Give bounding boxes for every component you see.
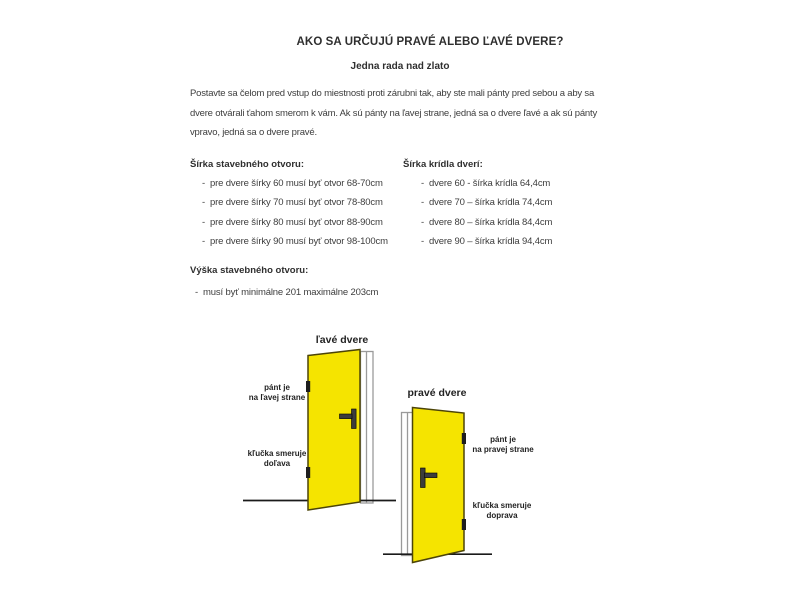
- dash-marker: -: [195, 287, 199, 298]
- list-item-text: pre dvere šírky 90 musí byť otvor 98-100cm: [210, 236, 388, 248]
- right-door-diagram: [383, 408, 492, 563]
- page-subtitle: Jedna rada nad zlato: [350, 61, 450, 72]
- dash-marker: -: [421, 178, 425, 189]
- left-door-diagram: [243, 350, 396, 511]
- dash-marker: -: [421, 197, 425, 209]
- intro-line: vpravo, jedná sa o dvere pravé.: [190, 127, 317, 138]
- intro-line: Postavte sa čelom pred vstup do miestnosti proti zárubni tak, aby ste mali pánty pred sebou a aby sa: [190, 88, 595, 99]
- label-line: kľučka smeruje: [247, 449, 307, 458]
- handle-lever: [425, 473, 438, 478]
- right-hinge-label: [453, 435, 553, 454]
- intro-line: dvere otvárali ťahom smerom k vám. Ak sú pánty na ľavej strane, jedná sa o dvere ľavé a ak sú pánty: [190, 107, 597, 119]
- list-item-text: dvere 90 – šírka krídla 94,4cm: [429, 236, 553, 248]
- right-door-frame: [402, 413, 414, 556]
- left-handle-label: [227, 449, 327, 468]
- label-line: pánt je: [264, 383, 290, 392]
- list-item-text: pre dvere šírky 60 musí byť otvor 68-70cm: [210, 178, 383, 189]
- list-item-text: dvere 70 – šírka krídla 74,4cm: [429, 197, 553, 209]
- label-line: doľava: [263, 458, 291, 468]
- list-item-text: dvere 80 – šírka krídla 84,4cm: [429, 216, 553, 228]
- label-line: na pravej strane: [472, 444, 534, 454]
- dash-marker: -: [202, 178, 206, 189]
- left-door-title: ľavé dvere: [315, 334, 369, 346]
- dash-marker: -: [202, 216, 206, 228]
- list-item-text: musí byť minimálne 201 maximálne 203cm: [203, 287, 379, 298]
- handle-lever: [340, 414, 353, 419]
- right-handle-label: [452, 501, 552, 520]
- list-item-text: pre dvere šírky 70 musí byť otvor 78-80cm: [210, 197, 383, 209]
- door-panel: [308, 350, 360, 511]
- left-hinge-label: [227, 383, 327, 402]
- dash-marker: -: [421, 216, 425, 228]
- hinge-icon: [462, 519, 466, 530]
- label-line: na ľavej strane: [248, 392, 306, 402]
- hinge-icon: [306, 467, 310, 478]
- dash-marker: -: [202, 236, 206, 248]
- list-item-text: dvere 60 - šírka krídla 64,4cm: [429, 178, 551, 189]
- left-door-frame: [361, 352, 374, 504]
- dash-marker: -: [202, 197, 206, 209]
- label-line: pánt je: [490, 435, 516, 444]
- label-line: kľučka smeruje: [472, 501, 532, 510]
- section-heading-opening-height: Výška stavebného otvoru:: [190, 265, 309, 276]
- dash-marker: -: [421, 236, 425, 248]
- right-door-title: pravé dvere: [407, 387, 467, 399]
- section-heading-leaf-width: Šírka krídla dverí:: [403, 159, 483, 170]
- page-title: AKO SA URČUJÚ PRAVÉ ALEBO ĽAVÉ DVERE?: [296, 36, 564, 48]
- section-heading-opening-width: Šírka stavebného otvoru:: [190, 159, 305, 170]
- list-item-text: pre dvere šírky 80 musí byť otvor 88-90cm: [210, 216, 383, 228]
- label-line: doprava: [486, 510, 518, 520]
